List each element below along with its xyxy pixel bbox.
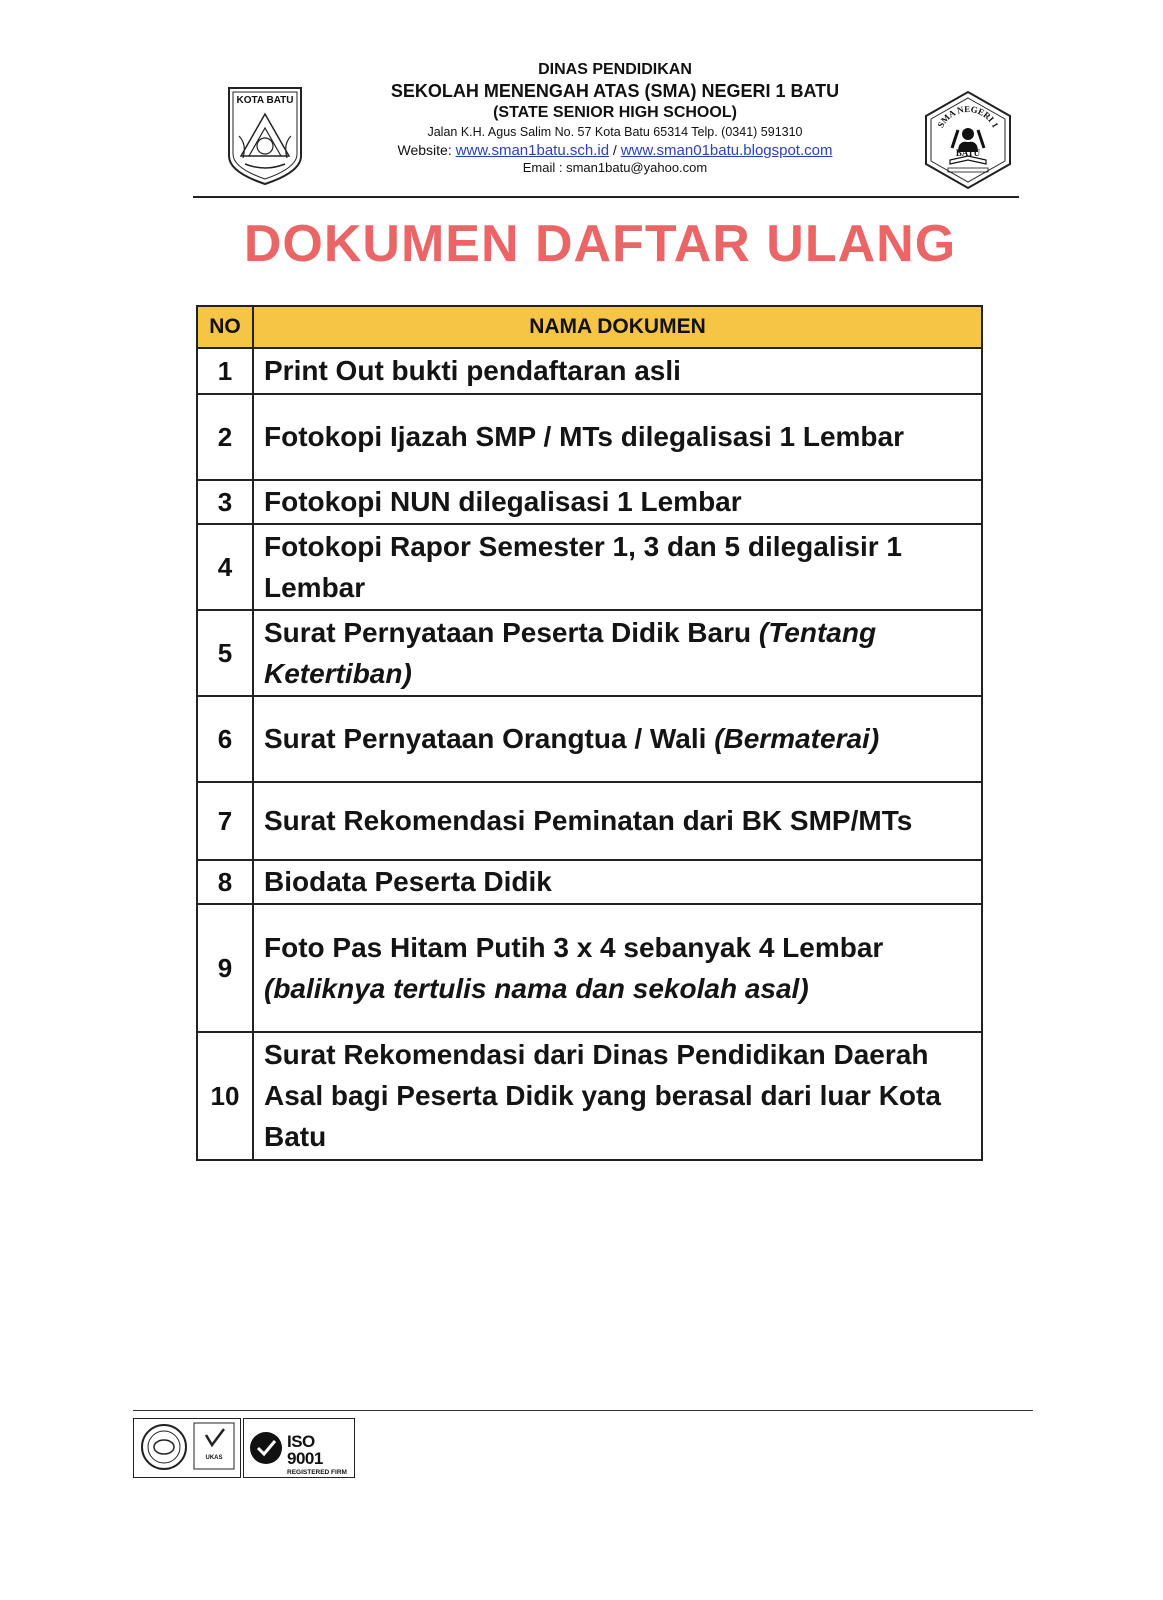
iso-9001-badge (243, 1418, 355, 1478)
website-line (330, 142, 900, 160)
document-name: Fotokopi Rapor Semester 1, 3 dan 5 dilegalisir 1 Lembar (253, 524, 982, 610)
table-row (197, 782, 982, 860)
svg-text:UKAS: UKAS (205, 1455, 223, 1461)
document-title: DOKUMEN DAFTAR ULANG (243, 215, 957, 273)
row-number: 4 (197, 524, 253, 610)
school-email: Email : sman1batu@yahoo.com (522, 159, 708, 175)
row-number: 5 (197, 610, 253, 696)
row-number: 10 (197, 1032, 253, 1160)
website-label: Website: (397, 141, 456, 158)
document-name: Biodata Peserta Didik (253, 860, 982, 904)
svg-text:BATU: BATU (955, 148, 981, 158)
row-number: 3 (197, 480, 253, 524)
letterhead (330, 60, 900, 176)
table-row (197, 860, 982, 904)
document-name: Surat Pernyataan Orangtua / Wali (Bermaterai) (253, 696, 982, 782)
iso-9001-label: ISO 9001 (287, 1432, 323, 1468)
svg-text:SMA NEGERI 1: SMA NEGERI 1 (935, 103, 1001, 130)
row-number: 9 (197, 904, 253, 1032)
header-document-name: NAMA DOKUMEN (253, 306, 982, 348)
header-no: NO (197, 306, 253, 348)
table-row (197, 348, 982, 394)
sma-negeri-1-batu-logo (918, 90, 1018, 190)
registered-firm-label: REGISTERED FIRM (287, 1469, 347, 1476)
row-number: 8 (197, 860, 253, 904)
document-name: Surat Pernyataan Peserta Didik Baru (Tentang Ketertiban) (253, 610, 982, 696)
footer-divider (133, 1410, 1033, 1411)
document-name: Fotokopi NUN dilegalisasi 1 Lembar (253, 480, 982, 524)
table-row (197, 394, 982, 480)
website-separator: / (609, 141, 621, 158)
row-number: 7 (197, 782, 253, 860)
document-name: Fotokopi Ijazah SMP / MTs dilegalisasi 1 Lembar (253, 394, 982, 480)
school-address: Jalan K.H. Agus Salim No. 57 Kota Batu 65314 Telp. (0341) 591310 (427, 124, 803, 139)
school-name: SEKOLAH MENENGAH ATAS (SMA) NEGERI 1 BATU (390, 81, 840, 102)
table-row (197, 904, 982, 1032)
row-number: 2 (197, 394, 253, 480)
table-header-row (197, 306, 982, 348)
document-name: Print Out bukti pendaftaran asli (253, 348, 982, 394)
website-link-1[interactable]: www.sman1batu.sch.id (455, 141, 610, 159)
document-name: Foto Pas Hitam Putih 3 x 4 sebanyak 4 Lembar (baliknya tertulis nama dan sekolah asal) (253, 904, 982, 1032)
website-link-2[interactable]: www.sman01batu.blogspot.com (620, 141, 833, 159)
table-row (197, 610, 982, 696)
letterhead-divider (193, 196, 1019, 198)
row-number: 6 (197, 696, 253, 782)
kota-batu-logo (225, 86, 305, 186)
school-english-name: (STATE SENIOR HIGH SCHOOL) (493, 103, 737, 121)
table-row (197, 696, 982, 782)
certification-marks (133, 1418, 241, 1478)
row-number: 1 (197, 348, 253, 394)
table-row (197, 480, 982, 524)
table-row (197, 524, 982, 610)
agency-name: DINAS PENDIDIKAN (538, 61, 692, 78)
svg-text:KOTA BATU: KOTA BATU (236, 95, 294, 106)
document-name: Surat Rekomendasi Peminatan dari BK SMP/MTs (253, 782, 982, 860)
table-row (197, 1032, 982, 1160)
document-list-table (196, 305, 983, 1161)
document-name: Surat Rekomendasi dari Dinas Pendidikan Daerah Asal bagi Peserta Didik yang berasal dari luar Kota Batu (253, 1032, 982, 1160)
